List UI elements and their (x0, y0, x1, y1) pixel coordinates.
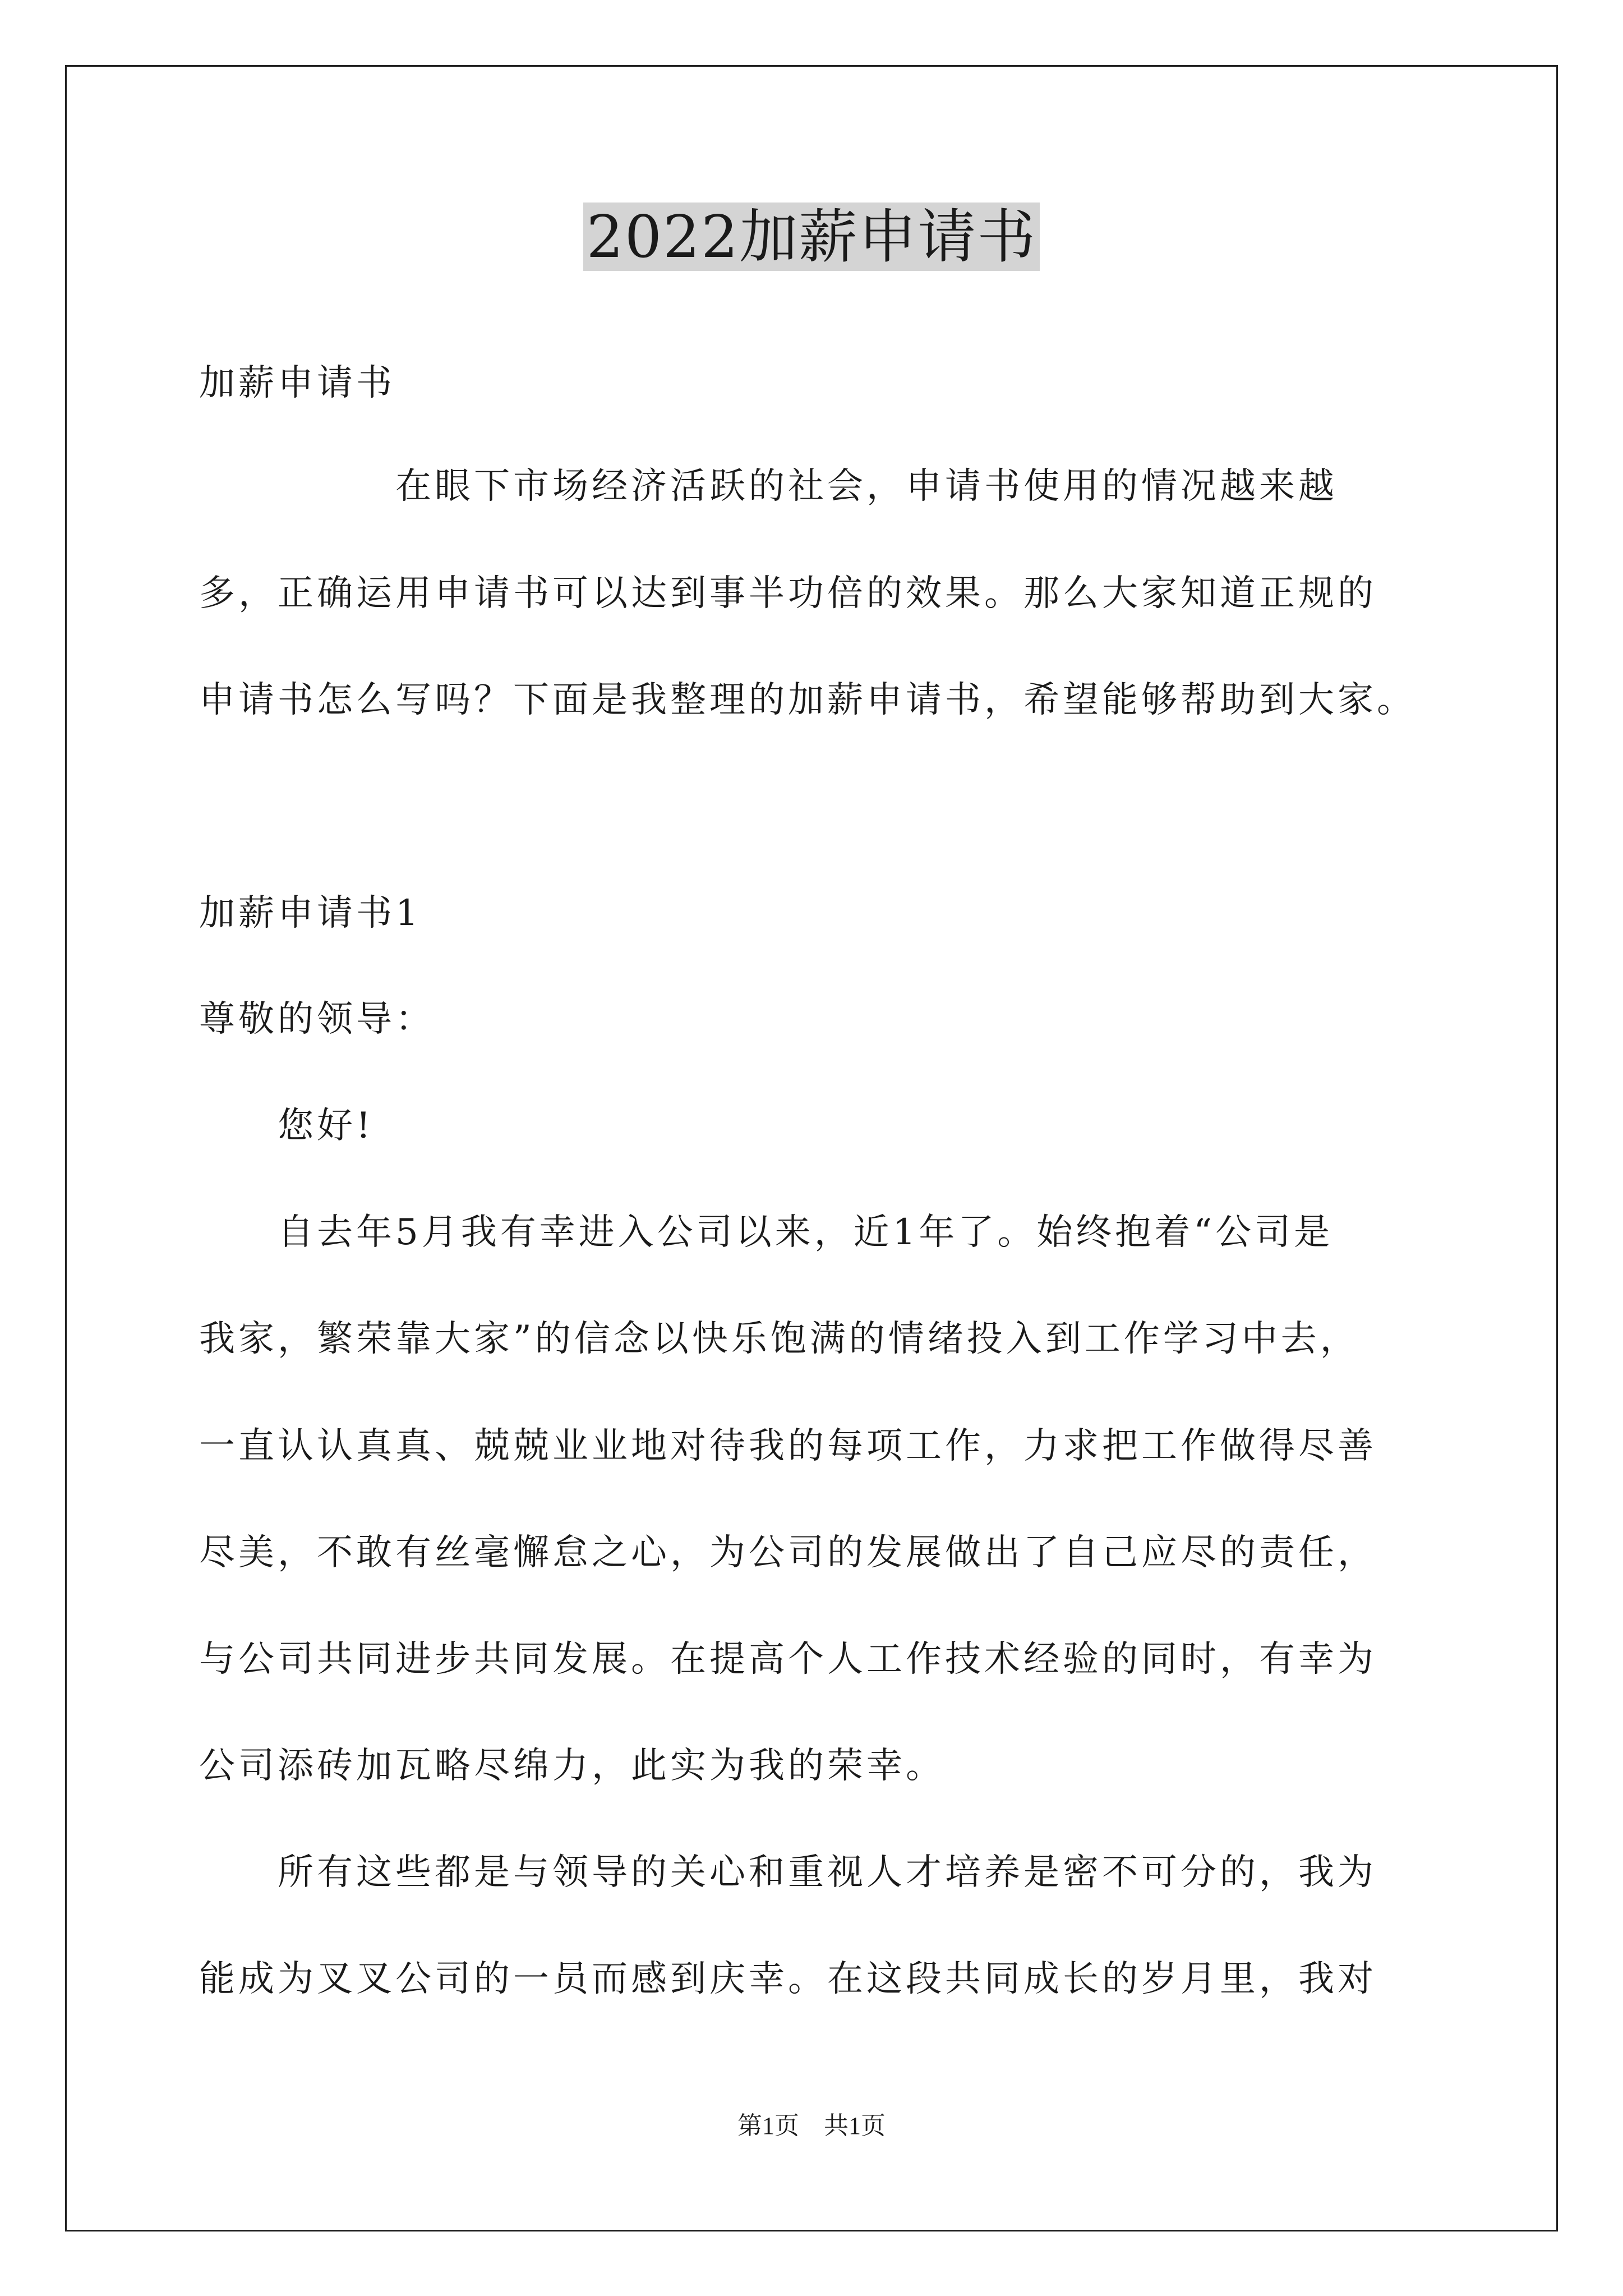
section-heading: 加薪申请书 (199, 362, 395, 404)
paragraph-line: 多，正确运用申请书可以达到事半功倍的效果。那么大家知道正规的 (199, 573, 1377, 614)
paragraph-line: 自去年5月我有幸进入公司以来，近1年了。始终抱着“公司是 (199, 1212, 1334, 1253)
paragraph-line: 申请书怎么写吗？下面是我整理的加薪申请书，希望能够帮助到大家。 (199, 679, 1416, 721)
paragraph-line: 公司添砖加瓦略尽绵力，此实为我的荣幸。 (199, 1745, 945, 1787)
paragraph-line: 尽美，不敢有丝毫懈怠之心，为公司的发展做出了自己应尽的责任， (199, 1532, 1377, 1573)
paragraph-line: 所有这些都是与领导的关心和重视人才培养是密不可分的，我为 (199, 1852, 1377, 1893)
paragraph-line: 能成为叉叉公司的一员而感到庆幸。在这段共同成长的岁月里，我对 (199, 1958, 1377, 2000)
paragraph-line: 一直认认真真、兢兢业业地对待我的每项工作，力求把工作做得尽善 (199, 1425, 1377, 1467)
paragraph-line: 在眼下市场经济活跃的社会，申请书使用的情况越来越 (199, 466, 1338, 507)
page-number-footer: 第1页 共1页 (737, 2112, 886, 2139)
salutation: 尊敬的领导： (199, 999, 435, 1040)
paragraph-line: 与公司共同进步共同发展。在提高个人工作技术经验的同时，有幸为 (199, 1639, 1377, 1680)
document-title-text: 2022加薪申请书 (583, 203, 1040, 271)
section-heading: 加薪申请书1 (199, 892, 422, 934)
paragraph-line: 我家，繁荣靠大家”的信念以快乐饱满的情绪投入到工作学习中去， (199, 1318, 1359, 1360)
greeting: 您好! (199, 1105, 374, 1147)
document-title (0, 197, 1623, 276)
